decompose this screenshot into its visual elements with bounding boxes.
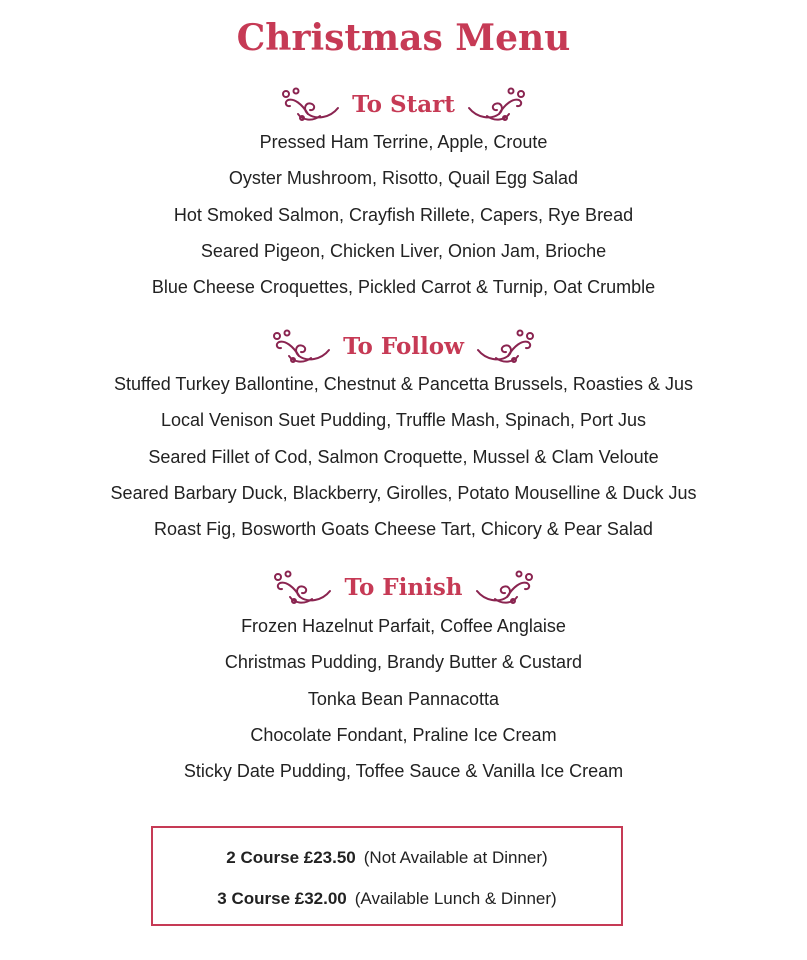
section-items-finish	[0, 608, 807, 789]
pricing-course: 3 Course £32.00	[217, 889, 347, 908]
left-flourish-icon	[272, 567, 334, 607]
menu-item: Seared Barbary Duck, Blackberry, Girolles, Potato Mouselline & Duck Jus	[110, 482, 697, 503]
menu-item: Seared Pigeon, Chicken Liver, Onion Jam, Brioche	[200, 240, 607, 261]
pricing-row	[153, 889, 621, 909]
menu-item: Roast Fig, Bosworth Goats Cheese Tart, Chicory & Pear Salad	[154, 519, 653, 540]
pricing-box	[151, 826, 623, 926]
section-items-start	[0, 124, 807, 305]
menu-item: Hot Smoked Salmon, Crayfish Rillete, Capers, Rye Bread	[173, 204, 634, 225]
section-heading-start	[0, 80, 807, 128]
section-heading-finish	[0, 563, 807, 611]
section-heading-label: To Finish	[344, 573, 463, 601]
pricing-row	[153, 848, 621, 868]
menu-item: Chocolate Fondant, Praline Ice Cream	[250, 724, 557, 745]
left-flourish-icon	[280, 84, 342, 124]
right-flourish-icon	[465, 84, 527, 124]
section-heading-label: To Start	[352, 90, 455, 118]
menu-item: Frozen Hazelnut Parfait, Coffee Anglaise	[241, 616, 566, 636]
menu-item: Blue Cheese Croquettes, Pickled Carrot & Turnip, Oat Crumble	[151, 277, 656, 298]
menu-item: Oyster Mushroom, Risotto, Quail Egg Salad	[228, 168, 579, 189]
right-flourish-icon	[474, 326, 536, 366]
section-items-follow	[0, 366, 807, 547]
menu-item: Stuffed Turkey Ballontine, Chestnut & Pancetta Brussels, Roasties & Jus	[114, 374, 693, 394]
section-heading-label: To Follow	[343, 332, 464, 360]
menu-item: Christmas Pudding, Brandy Butter & Custard	[224, 652, 583, 673]
pricing-note: (Available Lunch & Dinner)	[354, 889, 557, 908]
menu-item: Pressed Ham Terrine, Apple, Croute	[259, 132, 548, 152]
menu-item: Sticky Date Pudding, Toffee Sauce & Vanilla Ice Cream	[183, 761, 624, 782]
page-title: Christmas Menu	[236, 17, 571, 59]
left-flourish-icon	[271, 326, 333, 366]
right-flourish-icon	[473, 567, 535, 607]
menu-item: Tonka Bean Pannacotta	[307, 688, 500, 709]
section-heading-follow	[0, 322, 807, 370]
menu-item: Seared Fillet of Cod, Salmon Croquette, Mussel & Clam Veloute	[148, 446, 659, 467]
menu-item: Local Venison Suet Pudding, Truffle Mash, Spinach, Port Jus	[161, 410, 646, 431]
pricing-course: 2 Course £23.50	[226, 848, 356, 867]
pricing-note: (Not Available at Dinner)	[363, 848, 548, 867]
